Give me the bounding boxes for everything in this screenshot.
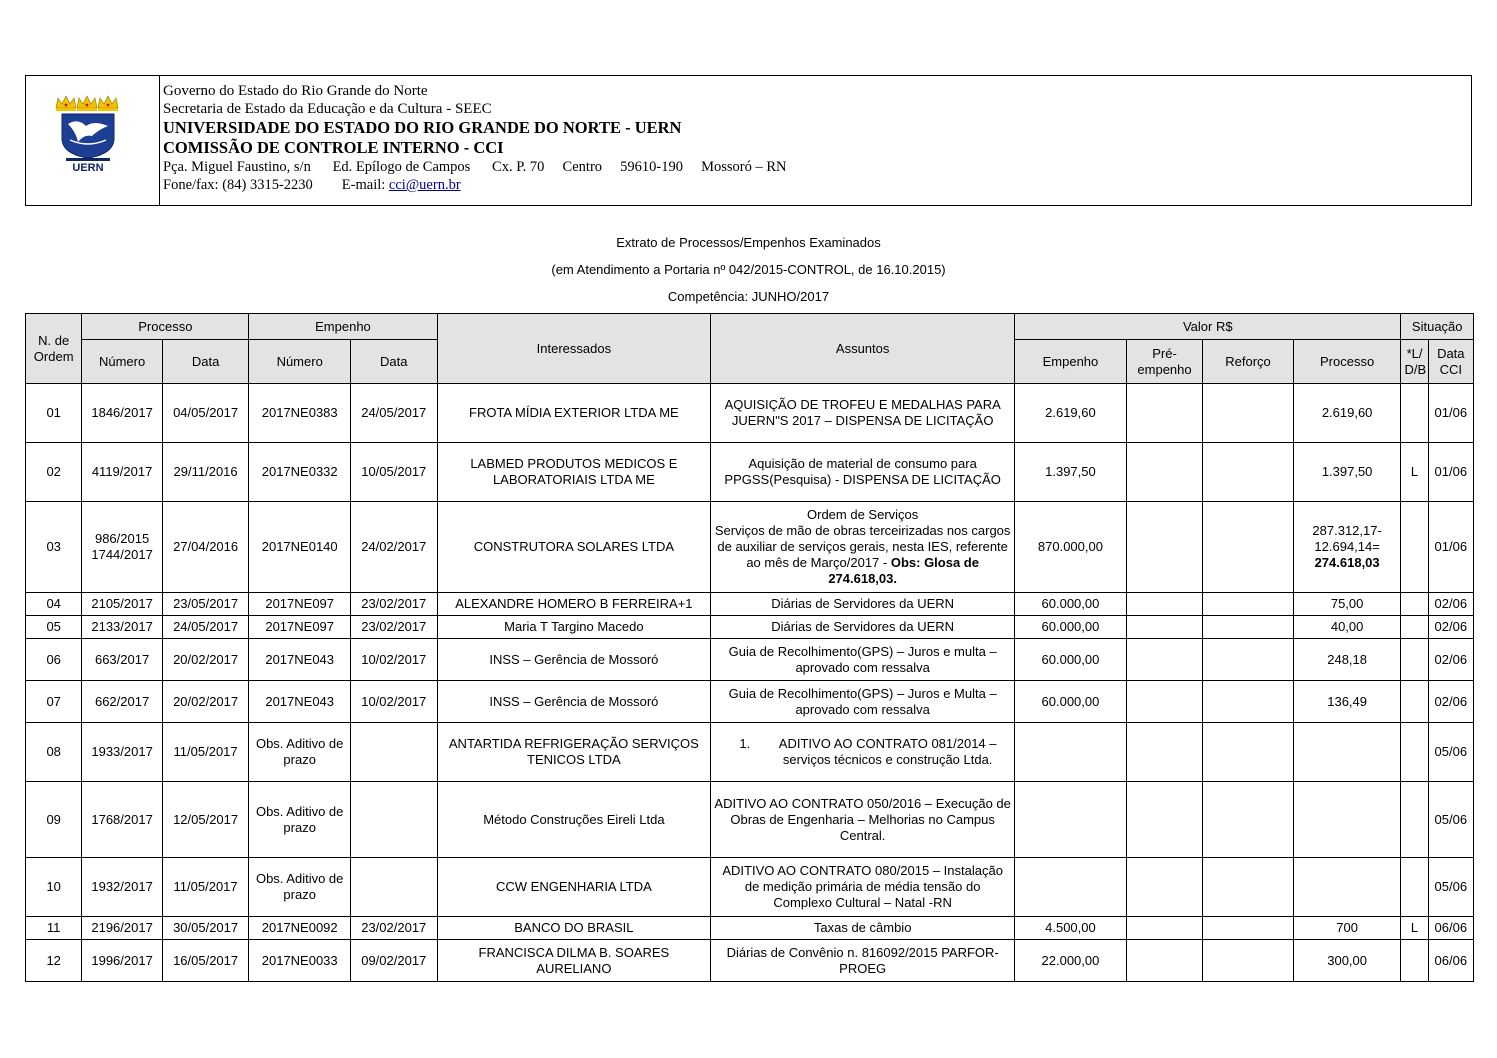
- table-row: [26, 681, 1474, 723]
- cell-interessados: INSS – Gerência de Mossoró: [437, 681, 711, 723]
- cell-v-empenho: 22.000,00: [1015, 940, 1127, 982]
- cell-v-pre: [1126, 681, 1202, 723]
- cell-ldb: L: [1401, 443, 1428, 502]
- table-row: [26, 782, 1474, 858]
- cell-ldb: [1401, 782, 1428, 858]
- cell-v-processo: 2.619,60: [1293, 384, 1401, 443]
- cell-v-empenho: 60.000,00: [1015, 593, 1127, 616]
- processo-calc: 287.312,17- 12.694,14=: [1312, 523, 1382, 554]
- cell-v-reforco: [1203, 782, 1294, 858]
- cell-ldb: [1401, 681, 1428, 723]
- cell-v-reforco: [1203, 384, 1294, 443]
- cell-v-pre: [1126, 593, 1202, 616]
- cell-interessados: BANCO DO BRASIL: [437, 917, 711, 940]
- cell-ldb: [1401, 858, 1428, 917]
- contact-line: [163, 176, 787, 194]
- seec-line: Secretaria de Estado da Educação e da Cultura - SEEC: [163, 101, 492, 117]
- cell-assunto: Guia de Recolhimento(GPS) – Juros e Multa – aprovado com ressalva: [711, 681, 1015, 723]
- cell-emp-data: 23/02/2017: [351, 917, 438, 940]
- cell-v-processo: 40,00: [1293, 616, 1401, 639]
- table-body: [26, 384, 1474, 982]
- cell-assunto: Diárias de Servidores da UERN: [711, 593, 1015, 616]
- cell-proc-numero: 663/2017: [82, 639, 162, 681]
- cell-v-pre: [1126, 917, 1202, 940]
- proc-numero-2: 1744/2017: [91, 547, 153, 562]
- cell-emp-numero: Obs. Aditivo de prazo: [249, 723, 351, 782]
- cell-v-processo: 300,00: [1293, 940, 1401, 982]
- list-number: 1.: [739, 736, 751, 751]
- cell-emp-data: [351, 782, 438, 858]
- col-v-processo: Processo: [1293, 340, 1401, 384]
- cell-v-pre: [1126, 502, 1202, 593]
- cell-ldb: [1401, 616, 1428, 639]
- cell-proc-data: 16/05/2017: [162, 940, 249, 982]
- university-line: UNIVERSIDADE DO ESTADO DO RIO GRANDE DO NORTE - UERN: [163, 118, 682, 137]
- cell-emp-data: 10/02/2017: [351, 681, 438, 723]
- cell-v-pre: [1126, 384, 1202, 443]
- cell-v-empenho: 4.500,00: [1015, 917, 1127, 940]
- cell-emp-data: 23/02/2017: [351, 616, 438, 639]
- cell-ldb: [1401, 639, 1428, 681]
- cell-assunto: Diárias de Servidores da UERN: [711, 616, 1015, 639]
- cell-v-processo: 75,00: [1293, 593, 1401, 616]
- cell-proc-data: 11/05/2017: [162, 723, 249, 782]
- col-ordem: N. de Ordem: [26, 314, 82, 384]
- cell-assunto: ADITIVO AO CONTRATO 050/2016 – Execução de Obras de Engenharia – Melhorias no Campus Central.: [711, 782, 1015, 858]
- col-emp-numero: Número: [249, 340, 351, 384]
- table-row: [26, 502, 1474, 593]
- col-v-pre-empenho: Pré-empenho: [1126, 340, 1202, 384]
- cell-assunto: Diárias de Convênio n. 816092/2015 PARFOR-PROEG: [711, 940, 1015, 982]
- table-row: [26, 593, 1474, 616]
- table-row: [26, 940, 1474, 982]
- cell-proc-numero: [82, 502, 162, 593]
- cell-proc-data: 30/05/2017: [162, 917, 249, 940]
- cell-v-reforco: [1203, 593, 1294, 616]
- cell-proc-numero: 1768/2017: [82, 782, 162, 858]
- cell-ldb: [1401, 940, 1428, 982]
- cell-v-reforco: [1203, 917, 1294, 940]
- cell-data-cci: 01/06: [1428, 443, 1473, 502]
- cell-emp-numero: 2017NE097: [249, 616, 351, 639]
- cell-emp-data: [351, 858, 438, 917]
- cell-data-cci: 05/06: [1428, 858, 1473, 917]
- cell-emp-numero: 2017NE0332: [249, 443, 351, 502]
- cell-assunto: Aquisição de material de consumo para PPGSS(Pesquisa) - DISPENSA DE LICITAÇÃO: [711, 443, 1015, 502]
- letterhead-text: [163, 82, 787, 194]
- table-row: [26, 723, 1474, 782]
- cell-proc-numero: 2196/2017: [82, 917, 162, 940]
- col-assuntos: Assuntos: [711, 314, 1015, 384]
- assunto-text: ADITIVO AO CONTRATO 081/2014 – serviços técnicos e construção Ltda.: [778, 736, 997, 767]
- cell-v-pre: [1126, 940, 1202, 982]
- cell-emp-data: 10/05/2017: [351, 443, 438, 502]
- processes-table: [25, 313, 1474, 982]
- cell-ldb: [1401, 384, 1428, 443]
- cell-assunto: ADITIVO AO CONTRATO 080/2015 – Instalação de medição primária de média tensão do Complexo Cultural – Natal -RN: [711, 858, 1015, 917]
- cell-assunto: AQUISIÇÃO DE TROFEU E MEDALHAS PARA JUERN"S 2017 – DISPENSA DE LICITAÇÃO: [711, 384, 1015, 443]
- cell-ordem: 07: [26, 681, 82, 723]
- col-proc-data: Data: [162, 340, 249, 384]
- cell-emp-numero: 2017NE043: [249, 681, 351, 723]
- col-proc-numero: Número: [82, 340, 162, 384]
- cell-ordem: 04: [26, 593, 82, 616]
- cell-emp-data: 24/05/2017: [351, 384, 438, 443]
- report-title: Extrato de Processos/Empenhos Examinados: [616, 235, 881, 250]
- cell-assunto: [711, 723, 1015, 782]
- cell-assunto: Guia de Recolhimento(GPS) – Juros e multa – aprovado com ressalva: [711, 639, 1015, 681]
- cell-data-cci: 02/06: [1428, 681, 1473, 723]
- col-valor: Valor R$: [1015, 314, 1401, 340]
- cell-emp-numero: Obs. Aditivo de prazo: [249, 858, 351, 917]
- cell-interessados: FRANCISCA DILMA B. SOARES AURELIANO: [437, 940, 711, 982]
- cell-interessados: Maria T Targino Macedo: [437, 616, 711, 639]
- cell-data-cci: 05/06: [1428, 723, 1473, 782]
- cell-interessados: Método Construções Eireli Ltda: [437, 782, 711, 858]
- cell-v-pre: [1126, 723, 1202, 782]
- cell-interessados: ANTARTIDA REFRIGERAÇÃO SERVIÇOS TENICOS LTDA: [437, 723, 711, 782]
- col-processo: Processo: [82, 314, 249, 340]
- logo-cell: [26, 76, 160, 205]
- cell-data-cci: 05/06: [1428, 782, 1473, 858]
- cell-emp-numero: 2017NE0033: [249, 940, 351, 982]
- cell-proc-numero: 662/2017: [82, 681, 162, 723]
- cell-emp-numero: 2017NE0140: [249, 502, 351, 593]
- processo-total: 274.618,03: [1314, 555, 1380, 570]
- cell-ordem: 05: [26, 616, 82, 639]
- cell-emp-data: 10/02/2017: [351, 639, 438, 681]
- cell-v-empenho: [1015, 782, 1127, 858]
- cell-ordem: 08: [26, 723, 82, 782]
- cell-data-cci: 01/06: [1428, 502, 1473, 593]
- cell-v-processo: [1293, 723, 1401, 782]
- cell-ordem: 01: [26, 384, 82, 443]
- cell-data-cci: 02/06: [1428, 616, 1473, 639]
- cell-proc-numero: 4119/2017: [82, 443, 162, 502]
- cell-v-processo: 700: [1293, 917, 1401, 940]
- cell-v-pre: [1126, 639, 1202, 681]
- col-situacao: Situação: [1401, 314, 1474, 340]
- table-row: [26, 616, 1474, 639]
- cell-proc-numero: 2105/2017: [82, 593, 162, 616]
- table-header: [26, 314, 1474, 384]
- cell-proc-data: 20/02/2017: [162, 639, 249, 681]
- col-interessados: Interessados: [437, 314, 711, 384]
- cell-proc-numero: 1996/2017: [82, 940, 162, 982]
- cell-data-cci: 02/06: [1428, 639, 1473, 681]
- cell-ldb: L: [1401, 917, 1428, 940]
- cell-emp-numero: Obs. Aditivo de prazo: [249, 782, 351, 858]
- email-link[interactable]: cci@uern.br: [388, 177, 461, 193]
- cell-ldb: [1401, 502, 1428, 593]
- cell-v-reforco: [1203, 681, 1294, 723]
- cell-v-empenho: 2.619,60: [1015, 384, 1127, 443]
- col-ldb: *L/ D/B: [1401, 340, 1428, 384]
- cell-ordem: 11: [26, 917, 82, 940]
- cell-interessados: FROTA MÍDIA EXTERIOR LTDA ME: [437, 384, 711, 443]
- cell-ordem: 06: [26, 639, 82, 681]
- uern-logo: [48, 90, 130, 172]
- assunto-detail: [714, 523, 1011, 587]
- gov-line: Governo do Estado do Rio Grande do Norte: [163, 83, 428, 99]
- cell-data-cci: 02/06: [1428, 593, 1473, 616]
- cell-v-pre: [1126, 782, 1202, 858]
- cell-v-empenho: [1015, 723, 1127, 782]
- report-subtitle: (em Atendimento a Portaria nº 042/2015-CONTROL, de 16.10.2015): [551, 262, 946, 277]
- cell-ordem: 03: [26, 502, 82, 593]
- col-emp-data: Data: [351, 340, 438, 384]
- cell-v-empenho: 1.397,50: [1015, 443, 1127, 502]
- cell-v-reforco: [1203, 616, 1294, 639]
- cell-proc-data: 24/05/2017: [162, 616, 249, 639]
- cell-emp-numero: 2017NE0092: [249, 917, 351, 940]
- report-competencia: Competência: JUNHO/2017: [667, 289, 830, 304]
- assunto-text: Serviços de mão de obras terceirizadas nos cargos de auxiliar de serviços gerais, nesta IES, referente ao mês de Março/2017 -: [714, 523, 1011, 570]
- cell-interessados: CCW ENGENHARIA LTDA: [437, 858, 711, 917]
- assunto-title: Ordem de Serviços: [807, 507, 919, 522]
- cell-interessados: CONSTRUTORA SOLARES LTDA: [437, 502, 711, 593]
- logo-text: UERN: [72, 162, 104, 172]
- table-row: [26, 443, 1474, 502]
- cell-assunto: Taxas de câmbio: [711, 917, 1015, 940]
- cell-assunto: [711, 502, 1015, 593]
- cell-interessados: LABMED PRODUTOS MEDICOS E LABORATORIAIS LTDA ME: [437, 443, 711, 502]
- cell-v-empenho: 60.000,00: [1015, 616, 1127, 639]
- cell-v-reforco: [1203, 723, 1294, 782]
- cell-v-pre: [1126, 443, 1202, 502]
- cell-v-processo: 248,18: [1293, 639, 1401, 681]
- cell-emp-data: [351, 723, 438, 782]
- cell-proc-data: 04/05/2017: [162, 384, 249, 443]
- cell-emp-data: 23/02/2017: [351, 593, 438, 616]
- cell-ordem: 12: [26, 940, 82, 982]
- cell-data-cci: 01/06: [1428, 384, 1473, 443]
- cell-v-reforco: [1203, 639, 1294, 681]
- cell-v-pre: [1126, 858, 1202, 917]
- proc-numero-1: 986/2015: [94, 531, 150, 546]
- table-row: [26, 384, 1474, 443]
- cell-proc-data: 11/05/2017: [162, 858, 249, 917]
- cell-v-empenho: 60.000,00: [1015, 639, 1127, 681]
- cell-proc-numero: 1846/2017: [82, 384, 162, 443]
- col-v-reforco: Reforço: [1203, 340, 1294, 384]
- cell-proc-numero: 1933/2017: [82, 723, 162, 782]
- cci-line: COMISSÃO DE CONTROLE INTERNO - CCI: [163, 138, 504, 157]
- cell-ordem: 02: [26, 443, 82, 502]
- cell-emp-numero: 2017NE043: [249, 639, 351, 681]
- cell-data-cci: 06/06: [1428, 917, 1473, 940]
- cell-emp-data: 09/02/2017: [351, 940, 438, 982]
- cell-proc-numero: 2133/2017: [82, 616, 162, 639]
- cell-data-cci: 06/06: [1428, 940, 1473, 982]
- cell-v-processo: [1293, 858, 1401, 917]
- cell-ordem: 10: [26, 858, 82, 917]
- cell-v-empenho: 870.000,00: [1015, 502, 1127, 593]
- cell-ldb: [1401, 593, 1428, 616]
- phone-text: Fone/fax: (84) 3315-2230 E-mail:: [163, 177, 389, 193]
- letterhead: [25, 75, 1472, 206]
- cell-proc-data: 20/02/2017: [162, 681, 249, 723]
- cell-proc-data: 27/04/2016: [162, 502, 249, 593]
- assunto-obs: Obs: Glosa de 274.618,03.: [828, 555, 979, 586]
- cell-interessados: ALEXANDRE HOMERO B FERREIRA+1: [437, 593, 711, 616]
- cell-ordem: 09: [26, 782, 82, 858]
- cell-v-empenho: [1015, 858, 1127, 917]
- table-row: [26, 639, 1474, 681]
- cell-v-processo: 136,49: [1293, 681, 1401, 723]
- cell-v-pre: [1126, 616, 1202, 639]
- col-empenho: Empenho: [249, 314, 437, 340]
- address-line: Pça. Miguel Faustino, s/n Ed. Epílogo de Campos Cx. P. 70 Centro 59610-190 Mossoró – RN: [163, 159, 787, 175]
- cell-v-reforco: [1203, 940, 1294, 982]
- cell-proc-data: 12/05/2017: [162, 782, 249, 858]
- cell-v-reforco: [1203, 858, 1294, 917]
- cell-v-reforco: [1203, 502, 1294, 593]
- cell-emp-numero: 2017NE0383: [249, 384, 351, 443]
- col-data-cci: Data CCI: [1428, 340, 1473, 384]
- cell-v-processo: 1.397,50: [1293, 443, 1401, 502]
- cell-ldb: [1401, 723, 1428, 782]
- cell-proc-numero: 1932/2017: [82, 858, 162, 917]
- cell-v-processo: [1293, 502, 1401, 593]
- cell-proc-data: 29/11/2016: [162, 443, 249, 502]
- col-v-empenho: Empenho: [1015, 340, 1127, 384]
- cell-v-processo: [1293, 782, 1401, 858]
- cell-emp-data: 24/02/2017: [351, 502, 438, 593]
- cell-proc-data: 23/05/2017: [162, 593, 249, 616]
- cell-interessados: INSS – Gerência de Mossoró: [437, 639, 711, 681]
- table-row: [26, 917, 1474, 940]
- cell-emp-numero: 2017NE097: [249, 593, 351, 616]
- table-row: [26, 858, 1474, 917]
- cell-v-reforco: [1203, 443, 1294, 502]
- cell-v-empenho: 60.000,00: [1015, 681, 1127, 723]
